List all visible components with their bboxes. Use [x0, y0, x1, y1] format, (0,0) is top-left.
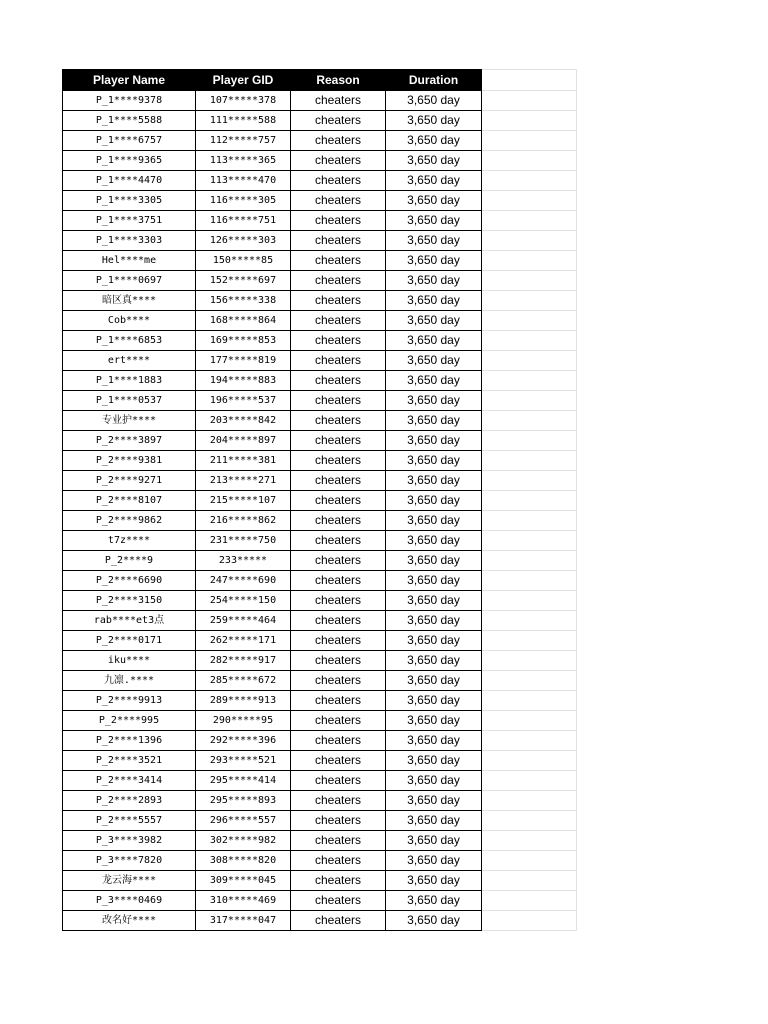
duration-cell: 3,650 day — [386, 191, 482, 211]
player-name-cell: P_2****6690 — [63, 571, 196, 591]
empty-cell — [482, 591, 577, 611]
empty-cell — [482, 231, 577, 251]
reason-cell: cheaters — [291, 691, 386, 711]
reason-cell: cheaters — [291, 911, 386, 931]
player-gid-cell: 113*****470 — [196, 171, 291, 191]
table-row — [63, 111, 577, 131]
reason-cell: cheaters — [291, 171, 386, 191]
table-row — [63, 391, 577, 411]
empty-cell — [482, 391, 577, 411]
player-gid-cell: 308*****820 — [196, 851, 291, 871]
table-row — [63, 891, 577, 911]
reason-cell: cheaters — [291, 111, 386, 131]
empty-cell — [482, 491, 577, 511]
player-gid-cell: 292*****396 — [196, 731, 291, 751]
reason-cell: cheaters — [291, 91, 386, 111]
empty-cell — [482, 711, 577, 731]
table-row — [63, 471, 577, 491]
empty-cell — [482, 471, 577, 491]
duration-cell: 3,650 day — [386, 311, 482, 331]
duration-cell: 3,650 day — [386, 911, 482, 931]
reason-cell: cheaters — [291, 811, 386, 831]
player-gid-cell: 254*****150 — [196, 591, 291, 611]
duration-cell: 3,650 day — [386, 711, 482, 731]
player-name-cell: Cob**** — [63, 311, 196, 331]
duration-cell: 3,650 day — [386, 331, 482, 351]
duration-cell: 3,650 day — [386, 451, 482, 471]
player-name-cell: P_1****6853 — [63, 331, 196, 351]
empty-cell — [482, 571, 577, 591]
player-name-cell: P_2****9271 — [63, 471, 196, 491]
duration-cell: 3,650 day — [386, 811, 482, 831]
duration-cell: 3,650 day — [386, 731, 482, 751]
player-name-cell: P_2****5557 — [63, 811, 196, 831]
player-gid-cell: 152*****697 — [196, 271, 291, 291]
player-gid-cell: 295*****893 — [196, 791, 291, 811]
header-player-gid: Player GID — [196, 70, 291, 91]
reason-cell: cheaters — [291, 231, 386, 251]
player-name-cell: P_2****9 — [63, 551, 196, 571]
player-gid-cell: 302*****982 — [196, 831, 291, 851]
player-name-cell: 改名好**** — [63, 911, 196, 931]
table-row — [63, 311, 577, 331]
table-row — [63, 671, 577, 691]
duration-cell: 3,650 day — [386, 851, 482, 871]
reason-cell: cheaters — [291, 591, 386, 611]
table-body — [63, 91, 577, 931]
empty-cell — [482, 91, 577, 111]
player-gid-cell: 259*****464 — [196, 611, 291, 631]
player-name-cell: P_1****3303 — [63, 231, 196, 251]
table-row — [63, 611, 577, 631]
duration-cell: 3,650 day — [386, 491, 482, 511]
player-gid-cell: 156*****338 — [196, 291, 291, 311]
reason-cell: cheaters — [291, 311, 386, 331]
duration-cell: 3,650 day — [386, 471, 482, 491]
player-name-cell: P_2****3414 — [63, 771, 196, 791]
duration-cell: 3,650 day — [386, 591, 482, 611]
duration-cell: 3,650 day — [386, 611, 482, 631]
empty-cell — [482, 691, 577, 711]
empty-cell — [482, 651, 577, 671]
table-row — [63, 731, 577, 751]
reason-cell: cheaters — [291, 331, 386, 351]
table-row — [63, 791, 577, 811]
reason-cell: cheaters — [291, 651, 386, 671]
player-name-cell: P_3****0469 — [63, 891, 196, 911]
player-gid-cell: 204*****897 — [196, 431, 291, 451]
table-row — [63, 171, 577, 191]
player-name-cell: 九凛.**** — [63, 671, 196, 691]
empty-cell — [482, 111, 577, 131]
player-gid-cell: 107*****378 — [196, 91, 291, 111]
player-name-cell: P_2****3897 — [63, 431, 196, 451]
player-gid-cell: 296*****557 — [196, 811, 291, 831]
empty-cell — [482, 171, 577, 191]
player-gid-cell: 177*****819 — [196, 351, 291, 371]
player-name-cell: P_2****3521 — [63, 751, 196, 771]
player-gid-cell: 112*****757 — [196, 131, 291, 151]
table-row — [63, 331, 577, 351]
duration-cell: 3,650 day — [386, 411, 482, 431]
empty-cell — [482, 551, 577, 571]
player-gid-cell: 168*****864 — [196, 311, 291, 331]
player-gid-cell: 215*****107 — [196, 491, 291, 511]
player-name-cell: P_2****9862 — [63, 511, 196, 531]
duration-cell: 3,650 day — [386, 551, 482, 571]
table-row — [63, 211, 577, 231]
reason-cell: cheaters — [291, 431, 386, 451]
player-name-cell: t7z**** — [63, 531, 196, 551]
player-name-cell: P_1****3305 — [63, 191, 196, 211]
player-gid-cell: 262*****171 — [196, 631, 291, 651]
player-name-cell: P_2****3150 — [63, 591, 196, 611]
duration-cell: 3,650 day — [386, 271, 482, 291]
player-name-cell: P_1****5588 — [63, 111, 196, 131]
empty-cell — [482, 631, 577, 651]
reason-cell: cheaters — [291, 471, 386, 491]
reason-cell: cheaters — [291, 271, 386, 291]
empty-cell — [482, 851, 577, 871]
table-row — [63, 131, 577, 151]
table-row — [63, 691, 577, 711]
reason-cell: cheaters — [291, 511, 386, 531]
player-name-cell: iku**** — [63, 651, 196, 671]
table-row — [63, 811, 577, 831]
duration-cell: 3,650 day — [386, 151, 482, 171]
table-row — [63, 551, 577, 571]
player-gid-cell: 211*****381 — [196, 451, 291, 471]
header-row — [63, 70, 577, 91]
reason-cell: cheaters — [291, 791, 386, 811]
player-gid-cell: 282*****917 — [196, 651, 291, 671]
duration-cell: 3,650 day — [386, 511, 482, 531]
table-row — [63, 771, 577, 791]
player-name-cell: 龙云海**** — [63, 871, 196, 891]
reason-cell: cheaters — [291, 711, 386, 731]
reason-cell: cheaters — [291, 211, 386, 231]
player-gid-cell: 309*****045 — [196, 871, 291, 891]
reason-cell: cheaters — [291, 551, 386, 571]
empty-cell — [482, 271, 577, 291]
player-gid-cell: 169*****853 — [196, 331, 291, 351]
empty-cell — [482, 151, 577, 171]
empty-cell — [482, 311, 577, 331]
duration-cell: 3,650 day — [386, 211, 482, 231]
duration-cell: 3,650 day — [386, 111, 482, 131]
empty-cell — [482, 211, 577, 231]
table-row — [63, 851, 577, 871]
reason-cell: cheaters — [291, 871, 386, 891]
duration-cell: 3,650 day — [386, 771, 482, 791]
table-row — [63, 491, 577, 511]
empty-cell — [482, 351, 577, 371]
player-name-cell: P_1****6757 — [63, 131, 196, 151]
player-gid-cell: 285*****672 — [196, 671, 291, 691]
table-row — [63, 191, 577, 211]
player-gid-cell: 194*****883 — [196, 371, 291, 391]
player-name-cell: Hel****me — [63, 251, 196, 271]
player-gid-cell: 290*****95 — [196, 711, 291, 731]
player-gid-cell: 116*****751 — [196, 211, 291, 231]
player-name-cell: P_2****9381 — [63, 451, 196, 471]
player-name-cell: P_2****2893 — [63, 791, 196, 811]
reason-cell: cheaters — [291, 351, 386, 371]
table-row — [63, 651, 577, 671]
player-name-cell: P_3****7820 — [63, 851, 196, 871]
header-reason: Reason — [291, 70, 386, 91]
reason-cell: cheaters — [291, 611, 386, 631]
duration-cell: 3,650 day — [386, 871, 482, 891]
table-row — [63, 591, 577, 611]
player-name-cell: P_1****4470 — [63, 171, 196, 191]
empty-cell — [482, 531, 577, 551]
empty-cell — [482, 811, 577, 831]
duration-cell: 3,650 day — [386, 671, 482, 691]
player-gid-cell: 111*****588 — [196, 111, 291, 131]
duration-cell: 3,650 day — [386, 251, 482, 271]
duration-cell: 3,650 day — [386, 631, 482, 651]
duration-cell: 3,650 day — [386, 391, 482, 411]
reason-cell: cheaters — [291, 451, 386, 471]
table-row — [63, 511, 577, 531]
reason-cell: cheaters — [291, 131, 386, 151]
player-gid-cell: 150*****85 — [196, 251, 291, 271]
header-player-name: Player Name — [63, 70, 196, 91]
empty-cell — [482, 891, 577, 911]
duration-cell: 3,650 day — [386, 791, 482, 811]
reason-cell: cheaters — [291, 571, 386, 591]
table-row — [63, 271, 577, 291]
empty-cell — [482, 411, 577, 431]
duration-cell: 3,650 day — [386, 351, 482, 371]
player-name-cell: P_1****0697 — [63, 271, 196, 291]
duration-cell: 3,650 day — [386, 431, 482, 451]
reason-cell: cheaters — [291, 391, 386, 411]
table-row — [63, 91, 577, 111]
player-gid-cell: 113*****365 — [196, 151, 291, 171]
player-gid-cell: 317*****047 — [196, 911, 291, 931]
player-name-cell: rab****et3点 — [63, 611, 196, 631]
table-row — [63, 431, 577, 451]
duration-cell: 3,650 day — [386, 891, 482, 911]
player-gid-cell: 310*****469 — [196, 891, 291, 911]
reason-cell: cheaters — [291, 631, 386, 651]
player-name-cell: P_2****1396 — [63, 731, 196, 751]
player-gid-cell: 295*****414 — [196, 771, 291, 791]
reason-cell: cheaters — [291, 371, 386, 391]
empty-cell — [482, 191, 577, 211]
duration-cell: 3,650 day — [386, 691, 482, 711]
table-row — [63, 351, 577, 371]
table-row — [63, 291, 577, 311]
player-name-cell: 暗区真**** — [63, 291, 196, 311]
table-row — [63, 911, 577, 931]
table-row — [63, 571, 577, 591]
table-row — [63, 451, 577, 471]
player-gid-cell: 116*****305 — [196, 191, 291, 211]
empty-cell — [482, 331, 577, 351]
empty-cell — [482, 671, 577, 691]
table-row — [63, 531, 577, 551]
duration-cell: 3,650 day — [386, 231, 482, 251]
player-name-cell: P_1****9378 — [63, 91, 196, 111]
table-row — [63, 371, 577, 391]
empty-cell — [482, 831, 577, 851]
table-row — [63, 871, 577, 891]
empty-cell — [482, 511, 577, 531]
empty-cell — [482, 611, 577, 631]
empty-cell — [482, 291, 577, 311]
empty-cell — [482, 911, 577, 931]
duration-cell: 3,650 day — [386, 371, 482, 391]
table-row — [63, 411, 577, 431]
table-row — [63, 711, 577, 731]
player-name-cell: P_1****3751 — [63, 211, 196, 231]
empty-cell — [482, 871, 577, 891]
empty-cell — [482, 371, 577, 391]
player-gid-cell: 196*****537 — [196, 391, 291, 411]
empty-cell — [482, 431, 577, 451]
empty-cell — [482, 131, 577, 151]
player-name-cell: P_2****8107 — [63, 491, 196, 511]
table-row — [63, 231, 577, 251]
empty-cell — [482, 771, 577, 791]
reason-cell: cheaters — [291, 491, 386, 511]
player-name-cell: P_2****995 — [63, 711, 196, 731]
reason-cell: cheaters — [291, 251, 386, 271]
reason-cell: cheaters — [291, 291, 386, 311]
reason-cell: cheaters — [291, 851, 386, 871]
empty-header-cell — [482, 70, 577, 91]
reason-cell: cheaters — [291, 751, 386, 771]
duration-cell: 3,650 day — [386, 291, 482, 311]
table-row — [63, 631, 577, 651]
duration-cell: 3,650 day — [386, 131, 482, 151]
duration-cell: 3,650 day — [386, 831, 482, 851]
empty-cell — [482, 751, 577, 771]
player-name-cell: P_2****0171 — [63, 631, 196, 651]
duration-cell: 3,650 day — [386, 91, 482, 111]
duration-cell: 3,650 day — [386, 531, 482, 551]
duration-cell: 3,650 day — [386, 651, 482, 671]
table-row — [63, 831, 577, 851]
reason-cell: cheaters — [291, 731, 386, 751]
duration-cell: 3,650 day — [386, 571, 482, 591]
player-gid-cell: 231*****750 — [196, 531, 291, 551]
reason-cell: cheaters — [291, 151, 386, 171]
duration-cell: 3,650 day — [386, 171, 482, 191]
duration-cell: 3,650 day — [386, 751, 482, 771]
empty-cell — [482, 451, 577, 471]
player-gid-cell: 126*****303 — [196, 231, 291, 251]
player-name-cell: ert**** — [63, 351, 196, 371]
player-name-cell: P_2****9913 — [63, 691, 196, 711]
empty-cell — [482, 731, 577, 751]
header-duration: Duration — [386, 70, 482, 91]
player-name-cell: P_1****1883 — [63, 371, 196, 391]
player-name-cell: P_1****9365 — [63, 151, 196, 171]
player-gid-cell: 293*****521 — [196, 751, 291, 771]
player-gid-cell: 289*****913 — [196, 691, 291, 711]
player-gid-cell: 216*****862 — [196, 511, 291, 531]
empty-cell — [482, 791, 577, 811]
ban-list-table — [62, 69, 577, 931]
player-gid-cell: 247*****690 — [196, 571, 291, 591]
empty-cell — [482, 251, 577, 271]
reason-cell: cheaters — [291, 411, 386, 431]
reason-cell: cheaters — [291, 831, 386, 851]
table-row — [63, 251, 577, 271]
player-name-cell: P_3****3982 — [63, 831, 196, 851]
player-gid-cell: 203*****842 — [196, 411, 291, 431]
player-gid-cell: 213*****271 — [196, 471, 291, 491]
player-gid-cell: 233***** — [196, 551, 291, 571]
table-row — [63, 151, 577, 171]
reason-cell: cheaters — [291, 771, 386, 791]
reason-cell: cheaters — [291, 891, 386, 911]
reason-cell: cheaters — [291, 671, 386, 691]
reason-cell: cheaters — [291, 531, 386, 551]
player-name-cell: P_1****0537 — [63, 391, 196, 411]
table-row — [63, 751, 577, 771]
player-name-cell: 专业护**** — [63, 411, 196, 431]
reason-cell: cheaters — [291, 191, 386, 211]
